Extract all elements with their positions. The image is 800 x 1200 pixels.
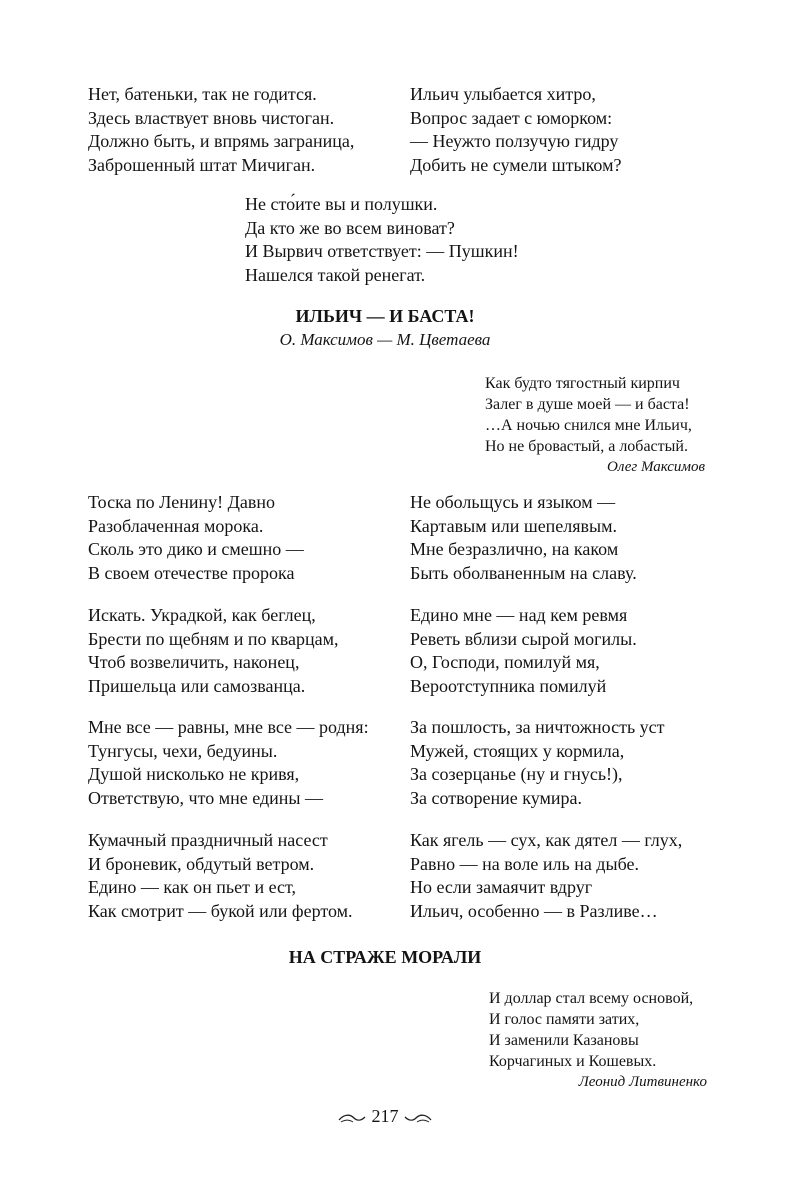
verse-line: Искать. Украдкой, как беглец, [88,605,316,625]
verse-line: Картавым или шепелявым. [410,515,618,536]
epigraph [485,373,705,478]
epigraph-line: Но не бровастый, а лобастый. [485,438,688,455]
verse-line: Вопрос задает с юморком: [410,107,613,128]
poem1-stanza-right [410,83,621,177]
verse-line: О, Господи, помилуй мя, [410,652,600,672]
verse-line: Вероотступника помилуй [410,675,607,696]
poem2-left-stanza [88,829,353,923]
verse-line: Как смотрит — букой или фертом. [88,900,353,921]
verse-line: За созерцанье (ну и гнусь!), [410,764,623,784]
epigraph-author: Леонид Литвиненко [578,1074,707,1090]
poem-subtitle: О. Максимов — М. Цветаева [279,330,491,349]
poem2-right-stanza [410,491,637,585]
verse-line: Нашелся такой ренегат. [245,264,426,285]
verse-line: Чтоб возвеличить, наконец, [88,652,300,672]
verse-line: Сколь это дико и смешно — [88,539,304,559]
poem2-right-stanza [410,604,637,698]
poem2-left-stanza [88,716,369,810]
verse-line: Как ягель — сух, как дятел — глух, [410,830,683,850]
poem1-stanza-left [88,83,354,177]
epigraph-line: И голос памяти затих, [489,1011,640,1028]
poem2-left-stanza [88,604,338,698]
poem2-left-stanza [88,491,304,585]
verse-line: Мне безразлично, на каком [410,539,619,559]
verse-line: Мне все — равны, мне все — родня: [88,717,369,737]
verse-line: Заброшенный штат Мичиган. [88,154,316,175]
epigraph-line: Корчагиных и Кошевых. [489,1053,657,1070]
verse-line: За сотворение кумира. [410,787,583,808]
epigraph-line: …А ночью снился мне Ильич, [485,417,692,434]
left-flourish-icon [337,1112,367,1124]
verse-line: Нет, батеньки, так не годится. [88,84,317,104]
right-flourish-icon [403,1112,433,1124]
page-number: 217 [371,1106,399,1126]
verse-line: Добить не сумели штыком? [410,154,622,175]
verse-line: В своем отечестве пророка [88,562,295,583]
epigraph-line: Как будто тягостный кирпич [485,375,680,392]
verse-line: Ильич улыбается хитро, [410,84,596,104]
poem2-right-stanza [410,829,682,923]
verse-line: Не обольщусь и языком — [410,492,616,512]
epigraph-author: Олег Максимов [607,459,705,475]
verse-line: — Неужто ползучую гидру [410,131,619,151]
verse-line: Тунгусы, чехи, бедуины. [88,740,278,761]
verse-line: Здесь властвует вновь чистоган. [88,107,335,128]
verse-line: Быть оболваненным на славу. [410,562,637,583]
verse-line: Едино — как он пьет и ест, [88,877,297,897]
verse-line: Душой нисколько не кривя, [88,764,300,784]
verse-line: Да кто же во всем виноват? [245,217,455,238]
verse-line: И броневик, обдутый ветром. [88,853,315,874]
epigraph-line: Залег в душе моей — и баста! [485,396,690,413]
verse-line: Пришельца или самозванца. [88,675,306,696]
verse-line: Мужей, стоящих у кормила, [410,740,625,761]
poem-title: ИЛЬИЧ — И БАСТА! [295,306,475,326]
verse-line: Равно — на воле иль на дыбе. [410,853,639,874]
epigraph-line: И заменили Казановы [489,1032,639,1049]
epigraph [489,988,707,1093]
verse-line: Тоска по Ленину! Давно [88,492,276,512]
verse-line: И Вырвич ответствует: — Пушкин! [245,241,519,261]
verse-line: Ильич, особенно — в Разливе… [410,900,658,921]
verse-line: Едино мне — над кем ревмя [410,605,628,625]
verse-line: За пошлость, за ничтожность уст [410,717,665,737]
poem2-right-stanza [410,716,665,810]
poem-title: НА СТРАЖЕ МОРАЛИ [288,947,482,967]
verse-line: Кумачный праздничный насест [88,830,328,850]
verse-line: Ответствую, что мне едины — [88,787,323,808]
page-folio [0,1106,770,1127]
epigraph-line: И доллар стал всему основой, [489,990,694,1007]
verse-line: Не сто́ите вы и полушки. [245,194,438,214]
verse-line: Брести по щебням и по кварцам, [88,628,339,649]
poem1-stanza-center [245,193,519,287]
verse-line: Но если замаячит вдруг [410,877,593,897]
verse-line: Должно быть, и впрямь заграница, [88,131,355,151]
verse-line: Реветь вблизи сырой могилы. [410,628,637,649]
verse-line: Разоблаченная морока. [88,515,264,536]
